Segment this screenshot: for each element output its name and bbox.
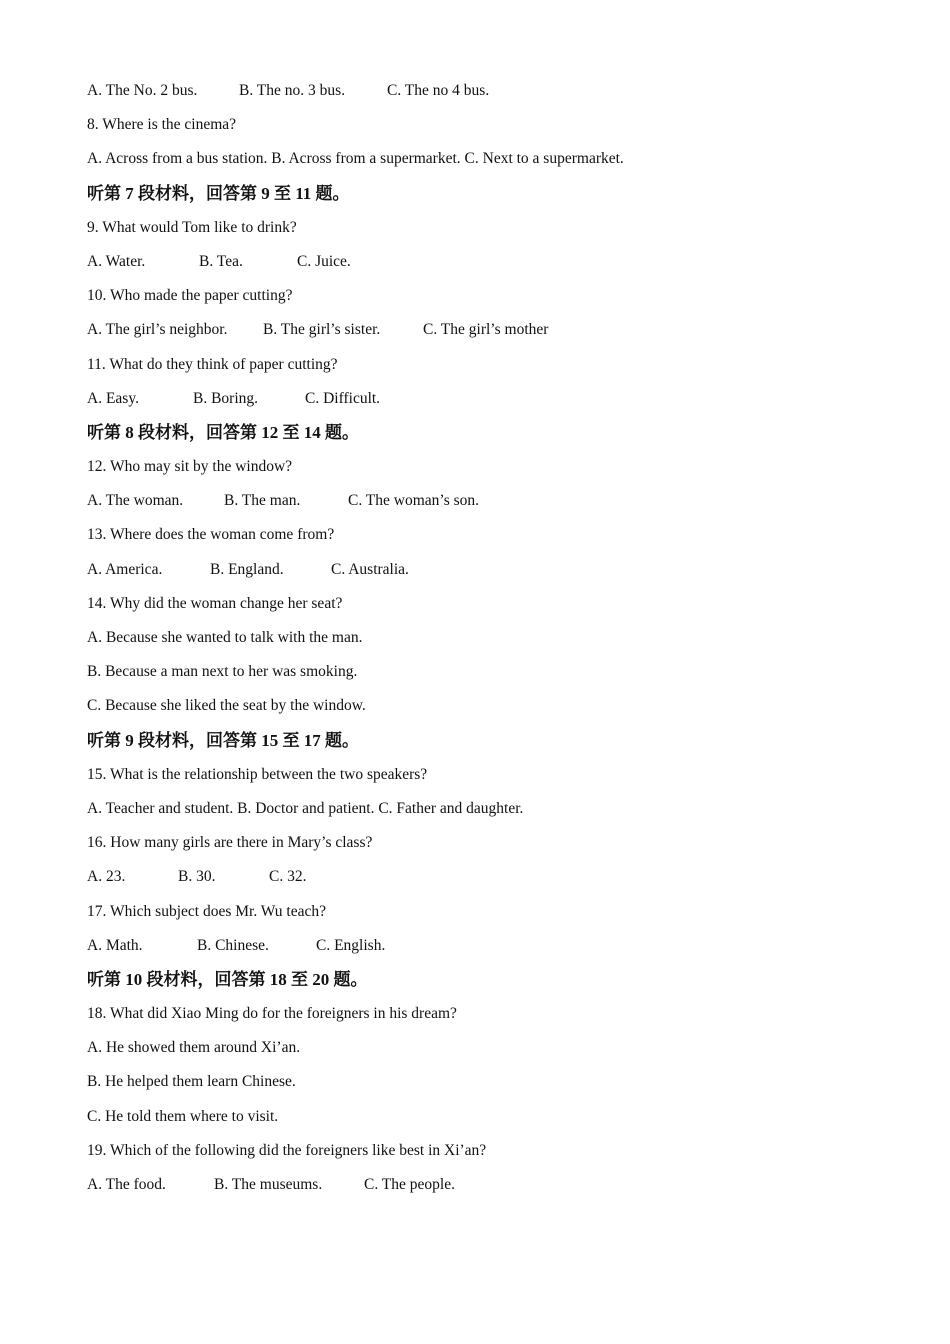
answer-options <box>87 1172 887 1206</box>
answer-option: B. Boring. <box>193 389 259 407</box>
answer-option: A. The girl’s neighbor. <box>87 321 228 339</box>
question-line: 10. Who made the paper cutting? <box>87 287 293 305</box>
answer-option: C. English. <box>316 936 386 954</box>
question-line: 19. Which of the following did the foreigners like best in Xi’an? <box>87 1141 487 1159</box>
answer-option: B. The girl’s sister. <box>263 321 381 339</box>
answer-option: A. 23. <box>87 868 126 886</box>
exam-page <box>87 78 887 1206</box>
question-line: 12. Who may sit by the window? <box>87 458 293 476</box>
section-heading: 听第 8 段材料，回答第 12 至 14 题。 <box>87 422 359 442</box>
question-line: A. Because she wanted to talk with the man. <box>87 629 363 646</box>
answer-option: A. The woman. <box>87 492 184 510</box>
question-line: A. Across from a bus station. B. Across from a supermarket. C. Next to a supermarket. <box>87 150 624 168</box>
question-line: C. Because she liked the seat by the window. <box>87 697 366 715</box>
question-line: 13. Where does the woman come from? <box>87 526 335 544</box>
question-line: 11. What do they think of paper cutting? <box>87 355 338 373</box>
answer-option: C. The woman’s son. <box>348 492 480 510</box>
question-line: 9. What would Tom like to drink? <box>87 218 297 236</box>
answer-options <box>87 317 887 351</box>
answer-options <box>87 78 887 112</box>
question-line: B. Because a man next to her was smoking. <box>87 663 358 681</box>
question-line: 18. What did Xiao Ming do for the foreigners in his dream? <box>87 1005 457 1023</box>
section-heading: 听第 7 段材料，回答第 9 至 11 题。 <box>87 183 350 203</box>
answer-options <box>87 933 887 967</box>
answer-option: B. England. <box>210 560 284 578</box>
question-line: 14. Why did the woman change her seat? <box>87 594 343 612</box>
answer-option: B. Chinese. <box>197 936 269 954</box>
question-line: C. He told them where to visit. <box>87 1107 279 1125</box>
question-line: A. He showed them around Xi’an. <box>87 1039 301 1057</box>
section-heading: 听第 10 段材料，回答第 18 至 20 题。 <box>87 969 368 989</box>
answer-option: B. The man. <box>224 492 301 510</box>
answer-option: B. 30. <box>178 868 216 886</box>
answer-option: C. Juice. <box>297 252 351 270</box>
answer-options <box>87 488 887 522</box>
answer-option: B. The museums. <box>214 1176 323 1193</box>
answer-option: A. The No. 2 bus. <box>87 82 198 99</box>
answer-options <box>87 864 887 898</box>
answer-option: C. The girl’s mother <box>423 321 549 339</box>
answer-option: B. The no. 3 bus. <box>239 82 346 99</box>
answer-option: C. Difficult. <box>305 389 381 407</box>
answer-option: C. The people. <box>364 1176 455 1193</box>
answer-option: C. The no 4 bus. <box>387 82 490 99</box>
question-line: 8. Where is the cinema? <box>87 116 237 134</box>
question-line: 17. Which subject does Mr. Wu teach? <box>87 902 326 920</box>
answer-option: A. Easy. <box>87 389 139 407</box>
answer-option: A. Math. <box>87 936 143 954</box>
answer-options <box>87 386 887 420</box>
answer-option: C. Australia. <box>331 560 409 578</box>
answer-option: A. Water. <box>87 252 146 270</box>
answer-option: C. 32. <box>269 868 307 886</box>
answer-option: B. Tea. <box>199 252 243 270</box>
answer-option: A. America. <box>87 560 163 578</box>
question-line: B. He helped them learn Chinese. <box>87 1073 296 1091</box>
answer-option: A. The food. <box>87 1176 166 1193</box>
question-line: A. Teacher and student. B. Doctor and patient. C. Father and daughter. <box>87 799 524 817</box>
question-line: 16. How many girls are there in Mary’s class? <box>87 834 373 852</box>
question-line: 15. What is the relationship between the two speakers? <box>87 765 428 783</box>
answer-options <box>87 557 887 591</box>
answer-options <box>87 249 887 283</box>
section-heading: 听第 9 段材料，回答第 15 至 17 题。 <box>87 730 359 750</box>
